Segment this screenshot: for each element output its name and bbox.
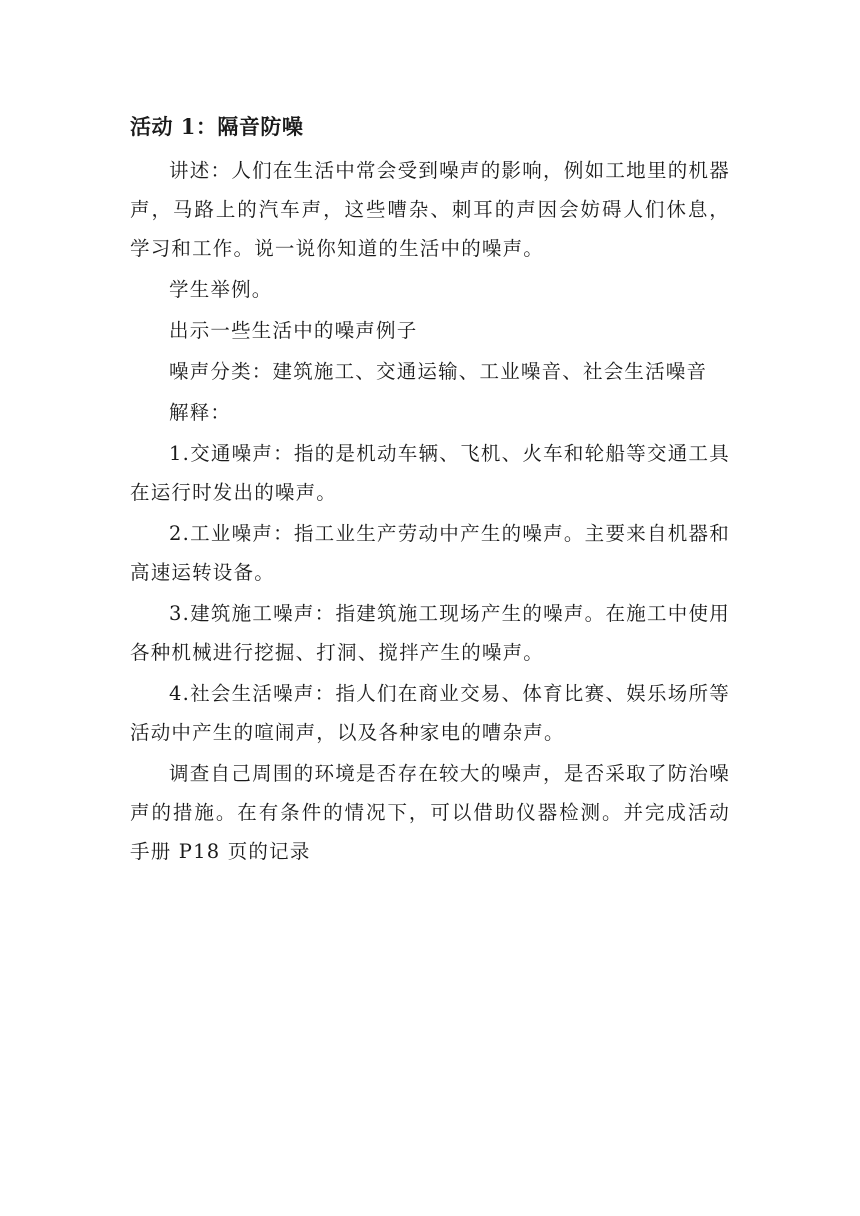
- document-page: [130, 108, 730, 873]
- paragraph-construction-noise: 3.建筑施工噪声：指建筑施工现场产生的噪声。在施工中使用各种机械进行挖掘、打洞、搅拌产生的噪声。: [130, 602, 730, 664]
- paragraph-noise-categories: 噪声分类：建筑施工、交通运输、工业噪音、社会生活噪音: [169, 360, 708, 383]
- paragraph-show-examples: 出示一些生活中的噪声例子: [169, 319, 418, 342]
- section-heading: 活动 1：隔音防噪: [130, 114, 304, 139]
- paragraph-traffic-noise: 1.交通噪声：指的是机动车辆、飞机、火车和轮船等交通工具在运行时发出的噪声。: [130, 442, 730, 504]
- paragraph-industrial-noise: 2.工业噪声：指工业生产劳动中产生的噪声。主要来自机器和高速运转设备。: [130, 522, 730, 584]
- paragraph-explanation-label: 解释：: [169, 401, 232, 424]
- paragraph-student-examples: 学生举例。: [169, 278, 273, 301]
- paragraph-investigation-task: 调查自己周围的环境是否存在较大的噪声，是否采取了防治噪声的措施。在有条件的情况下，可以借助仪器检测。并完成活动手册 P18 页的记录: [130, 762, 730, 863]
- paragraph-intro: 讲述：人们在生活中常会受到噪声的影响，例如工地里的机器声，马路上的汽车声，这些嘈杂、刺耳的声因会妨碍人们休息，学习和工作。说一说你知道的生活中的噪声。: [130, 159, 730, 260]
- paragraph-social-noise: 4.社会生活噪声：指人们在商业交易、体育比赛、娱乐场所等活动中产生的喧闹声，以及各种家电的嘈杂声。: [130, 682, 730, 744]
